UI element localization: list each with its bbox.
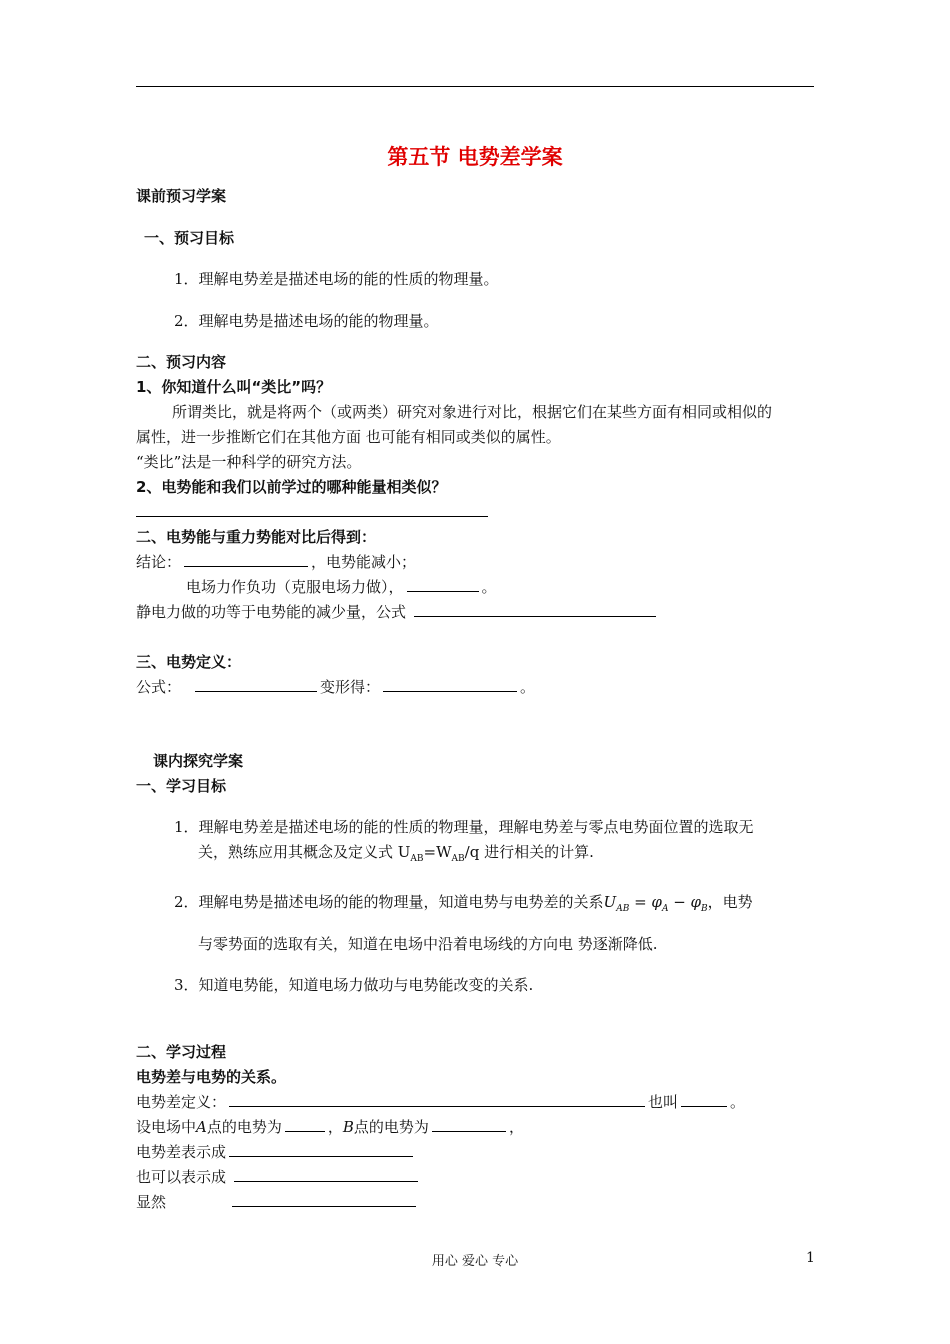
inclass-goal-2-line1 — [174, 892, 753, 919]
negative-work-row — [186, 577, 497, 597]
expr2-blank[interactable] — [234, 1167, 418, 1182]
transform-label: 变形得： — [320, 678, 381, 696]
set-comma: ， — [327, 1118, 343, 1136]
pre-heading: 课前预习学案 — [136, 187, 227, 205]
inclass-goal-1-line2 — [198, 842, 594, 869]
set-mid-1: 点的电势为 — [206, 1118, 282, 1136]
conclusion-label: 结论： — [136, 553, 182, 571]
point-a: A — [196, 1118, 207, 1136]
potential-def-heading: 三、电势定义： — [136, 653, 242, 671]
inclass-goal-1-line1: 1．理解电势差是描述电场的能的性质的物理量，理解电势差与零点电势面位置的选取无 — [174, 818, 754, 836]
also-called-blank[interactable] — [681, 1092, 727, 1107]
formula-phi-b-sub: B — [701, 904, 708, 914]
pre-goal-1: 1．理解电势差是描述电场的能的性质的物理量。 — [174, 270, 499, 288]
negative-work-blank[interactable] — [407, 577, 479, 592]
def-label: 电势差定义： — [136, 1093, 227, 1111]
goal2-text-end: ，电势 — [707, 893, 753, 911]
conclusion-blank[interactable] — [184, 552, 308, 567]
goal1-sub-1: AB — [410, 854, 424, 864]
also-called-label: 也叫 — [648, 1093, 679, 1111]
formula-u: U — [603, 893, 617, 911]
goal2-text: 2．理解电势是描述电场的能的物理量，知道电势与电势差的关系 — [174, 893, 604, 911]
inclass-heading: 课内探究学案 — [153, 752, 244, 770]
conclusion-row — [136, 552, 416, 572]
inclass-goal-3: 3．知道电势能，知道电场力做功与电势能改变的关系. — [174, 976, 534, 994]
obviously-label: 显然 — [136, 1193, 167, 1211]
def-blank[interactable] — [229, 1092, 645, 1107]
static-work-text: 静电力做的功等于电势能的减少量，公式 — [136, 603, 407, 621]
analogy-para-line2: 属性，进一步推断它们在其他方面 也可能有相同或类似的属性。 — [136, 428, 561, 446]
page-title: 第五节 电势差学案 — [387, 145, 563, 169]
header-rule — [136, 86, 814, 87]
question-2: 2、电势能和我们以前学过的哪种能量相类似？ — [136, 478, 447, 496]
compare-heading: 二、电势能与重力势能对比后得到： — [136, 528, 377, 546]
analogy-para-line3: “类比”法是一种科学的研究方法。 — [136, 453, 362, 471]
potential-diff-def-row — [136, 1092, 745, 1112]
analogy-para-line1: 所谓类比，就是将两个（或两类）研究对象进行对比，根据它们在某些方面有相同或相似的 — [172, 403, 773, 421]
potential-a-blank[interactable] — [285, 1117, 325, 1132]
process-heading: 二、学习过程 — [136, 1043, 227, 1061]
negative-work-text: 电场力作负功（克服电场力做）， — [186, 578, 404, 596]
page-number: 1 — [806, 1250, 815, 1266]
answer-line-q2[interactable] — [136, 516, 488, 517]
relation-heading: 电势差与电势的关系。 — [136, 1068, 287, 1086]
uab-formula — [603, 893, 708, 914]
also-called-end: 。 — [730, 1093, 746, 1111]
formula-label: 公式： — [136, 678, 182, 696]
formula-minus-phi: − φ — [668, 893, 702, 911]
expression-row-2 — [136, 1167, 421, 1187]
expr1-label: 电势差表示成 — [136, 1143, 227, 1161]
set-potential-row — [136, 1117, 524, 1137]
conclusion-mid: ，电势能减小； — [311, 553, 417, 571]
static-work-row — [136, 602, 659, 622]
potential-formula-row — [136, 677, 535, 697]
pre-goals-heading: 一、预习目标 — [144, 229, 235, 247]
goal1-sub-2: AB — [451, 854, 465, 864]
expr1-blank[interactable] — [229, 1142, 413, 1157]
transform-end: 。 — [520, 678, 536, 696]
formula-blank[interactable] — [195, 677, 317, 692]
inclass-goal-2-line2: 与零势面的选取有关，知道在电场中沿着电场线的方向电 势逐渐降低. — [198, 935, 658, 953]
goal1-text-a: 关，熟练应用其概念及定义式 U — [198, 843, 411, 861]
pre-content-heading: 二、预习内容 — [136, 353, 227, 371]
transform-blank[interactable] — [383, 677, 517, 692]
set-text: 设电场中 — [136, 1118, 197, 1136]
obviously-row — [136, 1192, 419, 1212]
formula-phi-a-sub: A — [661, 904, 669, 914]
set-end: ， — [508, 1118, 524, 1136]
static-work-blank[interactable] — [414, 602, 656, 617]
footer-motto: 用心 爱心 专心 — [431, 1254, 519, 1269]
negative-work-end: 。 — [481, 578, 497, 596]
inclass-goals-heading: 一、学习目标 — [136, 777, 227, 795]
formula-eq-phi: = φ — [629, 893, 662, 911]
obviously-blank[interactable] — [232, 1192, 416, 1207]
formula-u-sub: AB — [616, 904, 630, 914]
question-1: 1、你知道什么叫“类比”吗？ — [136, 378, 332, 396]
point-b: B — [342, 1118, 354, 1136]
goal1-text-c: /q 进行相关的计算. — [464, 843, 594, 861]
pre-goal-2: 2．理解电势是描述电场的能的物理量。 — [174, 312, 439, 330]
expression-row-1 — [136, 1142, 416, 1162]
potential-b-blank[interactable] — [432, 1117, 506, 1132]
expr2-label: 也可以表示成 — [136, 1168, 227, 1186]
goal1-text-b: =W — [423, 843, 452, 861]
set-mid-2: 点的电势为 — [353, 1118, 429, 1136]
